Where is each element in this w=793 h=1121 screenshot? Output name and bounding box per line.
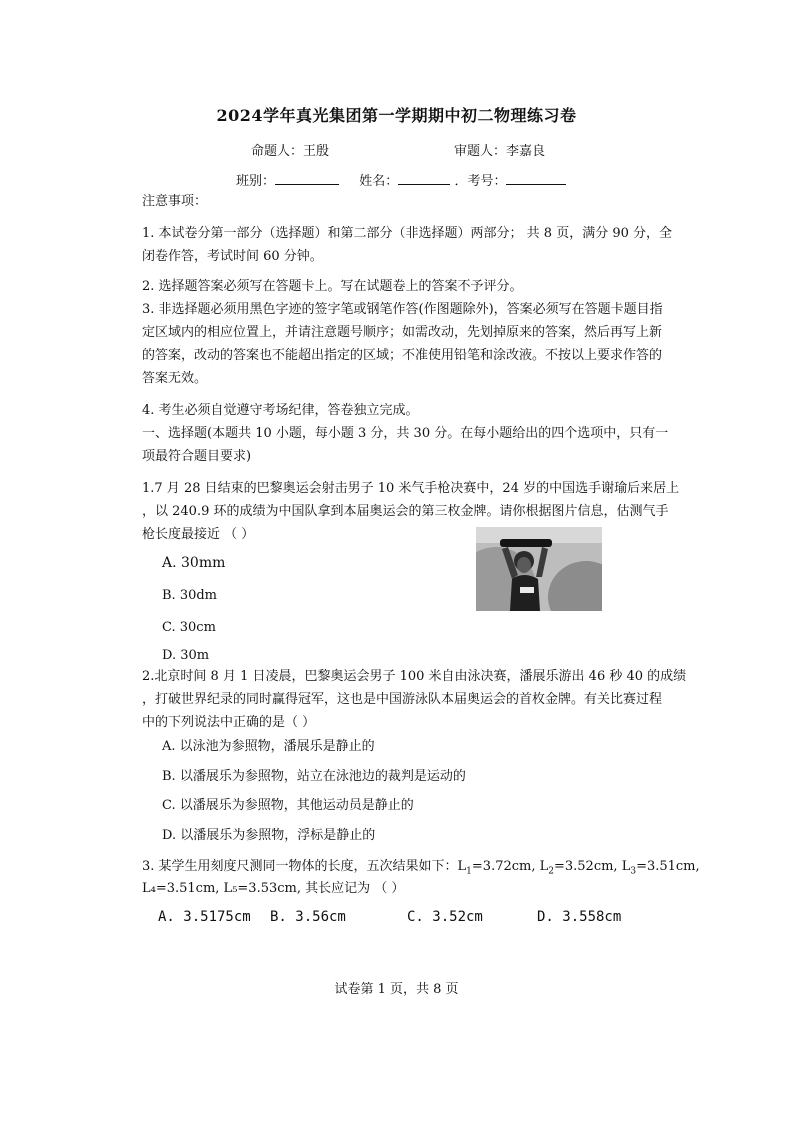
student-info-row [236, 171, 566, 191]
q3-option-b[interactable]: B. 3.56cm [270, 909, 346, 925]
q2-option-a[interactable]: A. 以泳池为参照物，潘展乐是静止的 [162, 739, 375, 754]
note-1-line-1: 1. 本试卷分第一部分（选择题）和第二部分（非选择题）两部分； 共 8 页，满分 90 分，全 [142, 226, 673, 241]
q1-line-1: 1.7 月 28 日结束的巴黎奥运会射击男子 10 米气手枪决赛中，24 岁的中国选手谢瑜后来居上 [142, 481, 680, 496]
note-2: 2. 选择题答案必须写在答题卡上。写在试题卷上的答案不予评分。 [142, 279, 523, 294]
athlete-photo-image [476, 527, 602, 611]
q2-option-b[interactable]: B. 以潘展乐为参照物，站立在泳池边的裁判是运动的 [162, 769, 466, 784]
name-blank[interactable] [398, 171, 450, 185]
q2-line-2: ，打破世界纪录的同时赢得冠军，这也是中国游泳队本届奥运会的首枚金牌。有关比赛过程 [142, 692, 663, 707]
class-label: 班别： [236, 174, 276, 189]
q3-sub-1: 1 [466, 866, 472, 877]
q3-text-c: =3.52cm, L [553, 859, 631, 874]
q3-text-a: 3. 某学生用刻度尺测同一物体的长度，五次结果如下：L [142, 859, 467, 874]
number-label: ．考号： [454, 174, 507, 189]
section-1-line-2: 项最符合题目要求) [142, 449, 252, 464]
q1-option-c[interactable]: C. 30cm [162, 620, 216, 635]
class-blank[interactable] [275, 171, 339, 185]
q1-line-2: ，以 240.9 环的成绩为中国队拿到本届奥运会的第三枚金牌。请你根据图片信息，估测气手 [142, 504, 669, 519]
q3-sub-2: 2 [548, 866, 554, 877]
page-title: 2024学年真光集团第一学期期中初二物理练习卷 [216, 106, 577, 125]
q2-line-3: 中的下列说法中正确的是（ ） [142, 715, 316, 730]
note-4: 4. 考生必须自觉遵守考场纪律，答卷独立完成。 [142, 403, 419, 418]
q3-option-c[interactable]: C. 3.52cm [407, 909, 483, 925]
note-3-line-2: 定区域内的相应位置上，并请注意题号顺序；如需改动，先划掉原来的答案，然后再写上新 [142, 325, 663, 340]
q3-sub-3: 3 [630, 866, 637, 877]
number-blank[interactable] [506, 171, 566, 185]
q3-line-2: L₄=3.51cm, L₅=3.53cm, 其长应记为 （ ） [142, 881, 405, 896]
name-label: 姓名： [359, 174, 399, 189]
q2-line-1: 2.北京时间 8 月 1 日凌晨，巴黎奥运会男子 100 米自由泳决赛，潘展乐游出 46 秒 40 的成绩 [142, 669, 687, 684]
q1-option-a[interactable]: A. 30mm [162, 555, 226, 571]
page-footer: 试卷第 1 页，共 8 页 [334, 982, 459, 997]
q3-text-d: =3.51cm, [636, 859, 700, 874]
q3-option-a[interactable]: A. 3.5175cm [158, 909, 251, 925]
q3-text-b: =3.72cm, L [471, 859, 549, 874]
q1-option-b[interactable]: B. 30dm [162, 588, 218, 603]
q2-option-c[interactable]: C. 以潘展乐为参照物，其他运动员是静止的 [162, 798, 414, 813]
reviewer-label: 审题人：李嘉良 [454, 144, 546, 159]
notes-heading: 注意事项： [142, 194, 208, 209]
athlete-photo [476, 527, 602, 611]
q1-option-d[interactable]: D. 30m [162, 648, 210, 663]
q3-line-1 [142, 858, 700, 881]
note-1-line-2: 闭卷作答，考试时间 60 分钟。 [142, 249, 323, 264]
note-3-line-1: 3. 非选择题必须用黑色字迹的签字笔或钢笔作答(作图题除外)，答案必须写在答题卡题目指 [142, 302, 663, 317]
q1-line-3: 枪长度最接近 （ ） [142, 527, 255, 542]
section-1-line-1: 一、选择题(本题共 10 小题，每小题 3 分，共 30 分。在每小题给出的四个选项中，只有一 [142, 426, 669, 441]
note-3-line-3: 的答案，改动的答案也不能超出指定的区域；不准使用铅笔和涂改液。不按以上要求作答的 [142, 348, 663, 363]
author-label: 命题人：王殷 [251, 144, 330, 159]
note-3-line-4: 答案无效。 [142, 371, 208, 386]
q3-option-d[interactable]: D. 3.558cm [537, 909, 622, 925]
q2-option-d[interactable]: D. 以潘展乐为参照物，浮标是静止的 [162, 828, 376, 843]
